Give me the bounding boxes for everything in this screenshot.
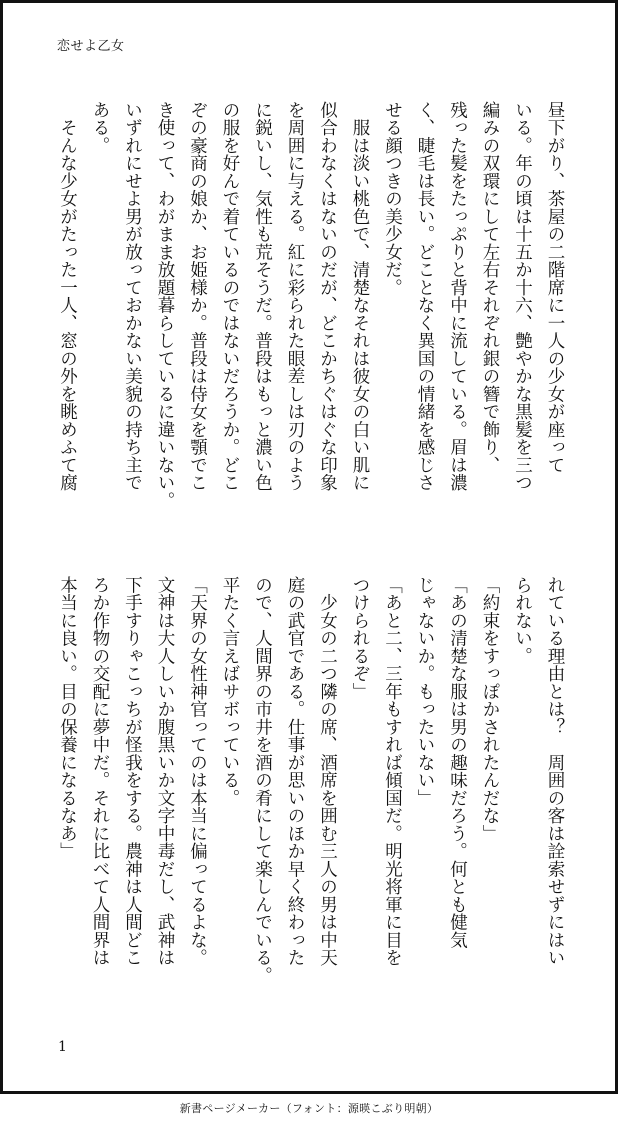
- running-head-title: 恋せよ乙女: [57, 39, 125, 54]
- lower-text-block: れている理由とは？ 周囲の客は詮索せずにはい られない。 「約束をすっぽかされたんだな」 「あの清楚な服は男の趣味だろう。何とも健気 じゃないか。もったいない」 「あと二、三年もすれば傾国だ。明光将軍に目を つけられるぞ」 少女の二つ隣の席、酒席を囲む三人の男は中天 庭の武官である。仕事が思いのほか早く終わった ので、人間界の市井を酒の肴にして楽しんでいる。 平たく言えばサボっている。 「天界の女性神官ってのは本当に偏ってるよな。 文神は大人しいか腹黒いか文字中毒だし、武神は 下手すりゃこっちが怪我をする。農神は人間どこ ろか作物の交配に夢中だ。それに比べて人間界は 本当に良い。目の保養になるなあ」: [57, 576, 565, 985]
- generator-credit: 新書ページメーカー（フォント：源暎こぶり明朝）: [179, 1102, 439, 1115]
- page-number: 1: [58, 1039, 67, 1055]
- upper-text-block: 昼下がり、茶屋の二階席に一人の少女が座って いる。年の頃は十五か十六、艶やかな黒髪を三つ 編みの双環にして左右それぞれ銀の簪で飾り、 残った髪をたっぷりと背中に流している。眉は濃 く、睫毛は長い。どことなく異国の情緒を感じさ せる顔つきの美少女だ。 服は淡い桃色で、清楚なそれは彼女の白い肌に 似合わなくはないのだが、どこかちぐはぐな印象 を周囲に与える。紅に彩られた眼差しは刃のよう に鋭いし、気性も荒そうだ。普段はもっと濃い色 の服を好んで着ているのではないだろうか。どこ ぞの豪商の娘か、お姫様か。普段は侍女を顎でこ き使って、わがまま放題暮らしているに違いない。 いずれにせよ男が放っておかない美貌の持ち主で ある。 そんな少女がたった一人、窓の外を眺めふて腐: [57, 101, 565, 510]
